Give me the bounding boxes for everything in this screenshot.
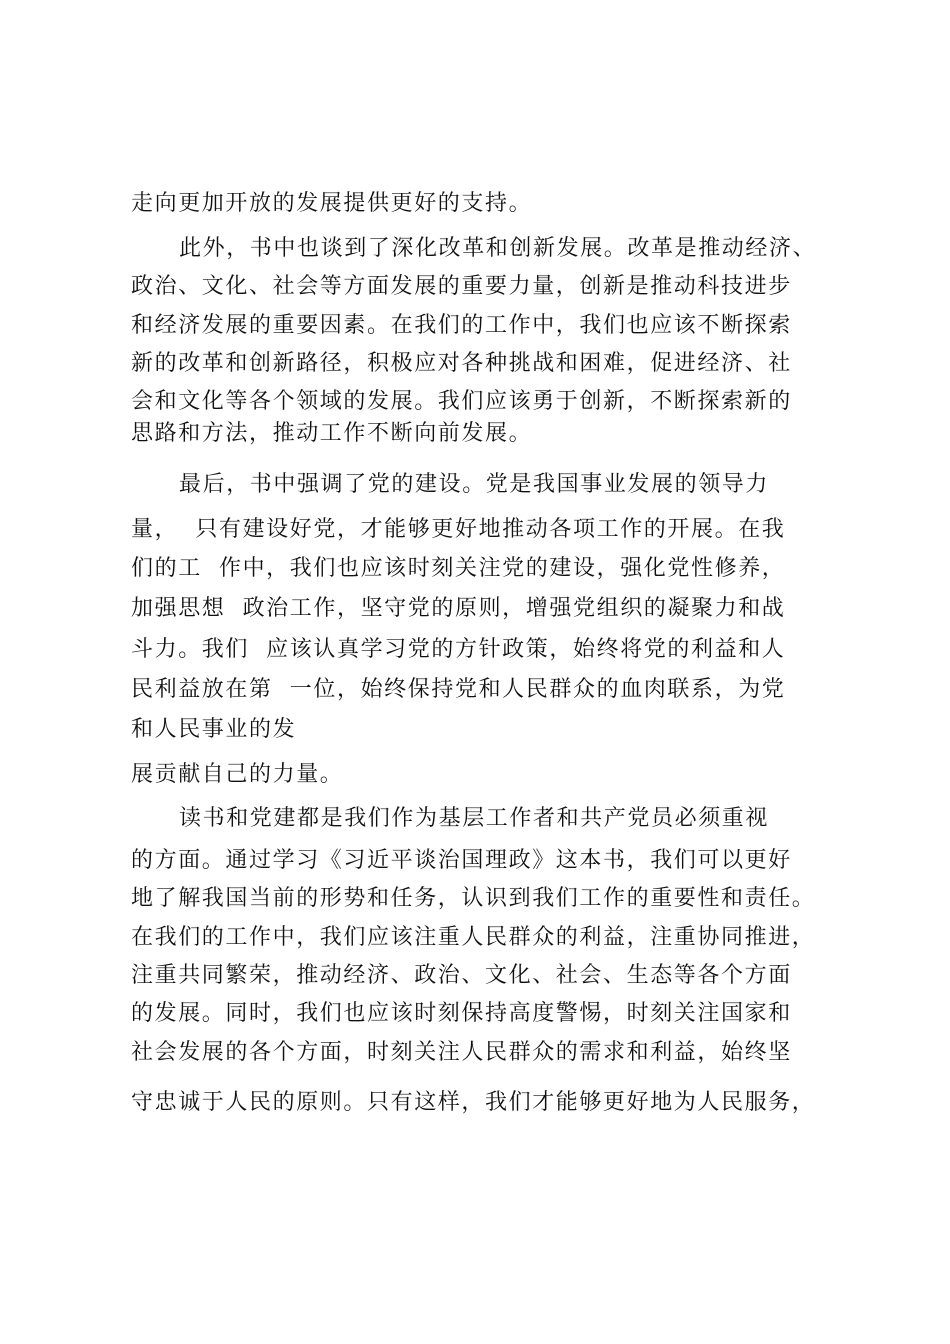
- text-line: 最后，书中强调了党的建设。党是我国事业发展的领导力: [179, 472, 770, 497]
- text-line: 在我们的工作中，我们应该注重人民群众的利益，注重协同推进，: [131, 925, 816, 950]
- text-line: 展贡献自己的力量。: [131, 762, 344, 787]
- text-line: 新的改革和创新路径，积极应对各种挑战和困难，促进经济、社: [131, 351, 792, 376]
- text-line: 注重共同繁荣，推动经济、政治、文化、社会、生态等各个方面: [131, 963, 792, 988]
- text-line: 会和文化等各个领域的发展。我们应该勇于创新，不断探索新的: [131, 389, 792, 414]
- text-line: 读书和党建都是我们作为基层工作者和共产党员必须重视: [179, 806, 770, 831]
- text-line: 和经济发展的重要因素。在我们的工作中，我们也应该不断探索: [131, 313, 792, 338]
- text-line: 的发展。同时，我们也应该时刻保持高度警惕，时刻关注国家和: [131, 1001, 792, 1026]
- text-line: 民利益放在第 一位，始终保持党和人民群众的血肉联系，为党: [131, 677, 786, 702]
- text-line: 守忠诚于人民的原则。只有这样，我们才能够更好地为人民服务，: [131, 1090, 816, 1115]
- text-line: 政治、文化、社会等方面发展的重要力量，创新是推动科技进步: [131, 274, 792, 299]
- text-line: 走向更加开放的发展提供更好的支持。: [131, 191, 533, 216]
- text-line: 斗力。我们 应该认真学习党的方针政策，始终将党的利益和人: [131, 637, 786, 662]
- text-line: 地了解我国当前的形势和任务，认识到我们工作的重要性和责任。: [131, 886, 816, 911]
- text-line: 们的工 作中，我们也应该时刻关注党的建设，强化党性修养，: [131, 556, 786, 581]
- text-line: 量， 只有建设好党，才能够更好地推动各项工作的开展。在我: [131, 517, 786, 542]
- text-line: 思路和方法，推动工作不断向前发展。: [131, 421, 533, 446]
- text-line: 加强思想 政治工作，坚守党的原则，增强党组织的凝聚力和战: [131, 596, 786, 621]
- text-line: 社会发展的各个方面，时刻关注人民群众的需求和利益，始终坚: [131, 1040, 792, 1065]
- text-line: 的方面。通过学习《习近平谈治国理政》这本书，我们可以更好: [131, 848, 792, 873]
- text-line: 此外，书中也谈到了深化改革和创新发展。改革是推动经济、: [179, 236, 817, 261]
- text-line: 和人民事业的发: [131, 717, 297, 742]
